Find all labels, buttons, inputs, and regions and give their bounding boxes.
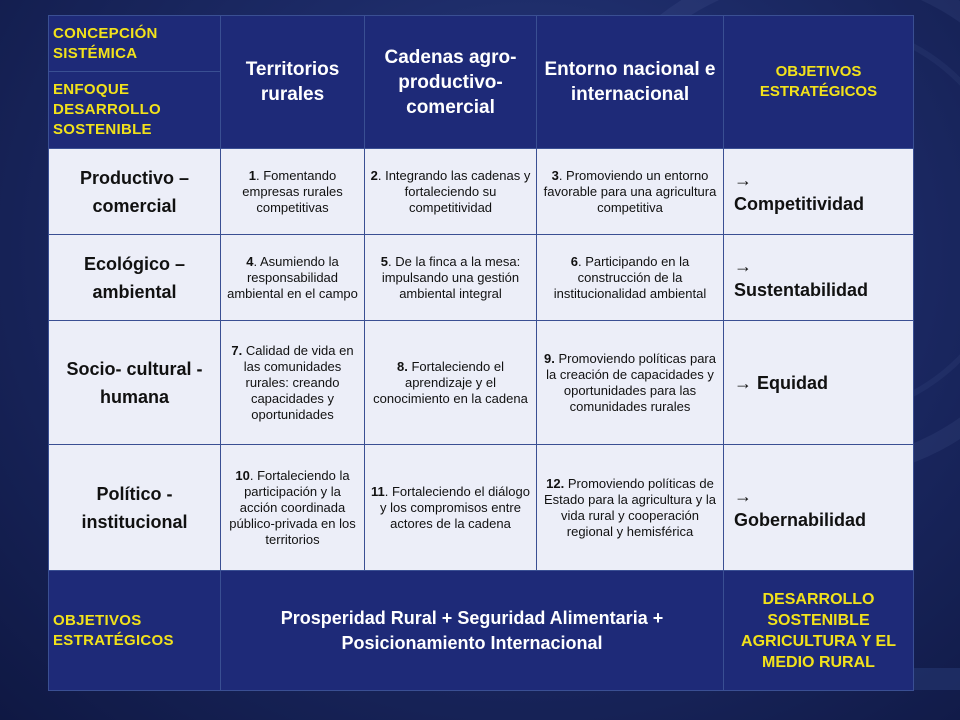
matrix-cell: 2. Integrando las cadenas y fortaleciendo su competitividad (365, 149, 537, 235)
footer-objetivos-estrategicos: OBJETIVOS ESTRATÉGICOS (49, 571, 221, 691)
row-productivo (49, 149, 914, 235)
matrix-cell: 12. Promoviendo políticas de Estado para la agricultura y la vida rural y cooperación regional y hemisférica (537, 445, 724, 571)
arrow-right-icon: → (734, 169, 752, 190)
arrow-right-icon: → (734, 485, 752, 506)
matrix-cell: 9. Promoviendo políticas para la creación de capacidades y oportunidades para las comunidades rurales (537, 321, 724, 445)
matrix-cell: 3. Promoviendo un entorno favorable para una agricultura competitiva (537, 149, 724, 235)
header-territorios-rurales: Territorios rurales (221, 16, 365, 149)
matrix-cell: 10. Fortaleciendo la participación y la acción coordinada público-privada en los territorios (221, 445, 365, 571)
matrix-cell: 5. De la finca a la mesa: impulsando una gestión ambiental integral (365, 235, 537, 321)
header-entorno: Entorno nacional e internacional (537, 16, 724, 149)
row-label: Político - institucional (49, 445, 221, 571)
row-politico (49, 445, 914, 571)
footer-desarrollo-sostenible: DESARROLLO SOSTENIBLE AGRICULTURA Y EL MEDIO RURAL (724, 571, 914, 691)
row-label: Ecológico – ambiental (49, 235, 221, 321)
arrow-right-icon: → (734, 372, 752, 393)
header-enfoque-desarrollo-sostenible: ENFOQUE DESARROLLO SOSTENIBLE (49, 72, 221, 149)
arrow-right-icon: → (734, 255, 752, 276)
header-cadenas: Cadenas agro-productivo-comercial (365, 16, 537, 149)
row-label: Productivo – comercial (49, 149, 221, 235)
objective-cell: → Sustentabilidad (724, 235, 914, 321)
matrix-cell: 7. Calidad de vida en las comunidades rurales: creando capacidades y oportunidades (221, 321, 365, 445)
objective-cell: → Gobernabilidad (724, 445, 914, 571)
header-objetivos-estrategicos: OBJETIVOS ESTRATÉGICOS (724, 16, 914, 149)
strategic-matrix-table (48, 15, 914, 691)
objective-cell: → Equidad (724, 321, 914, 445)
row-socio-cultural (49, 321, 914, 445)
matrix-cell: 11. Fortaleciendo el diálogo y los compromisos entre actores de la cadena (365, 445, 537, 571)
matrix-cell: 8. Fortaleciendo el aprendizaje y el conocimiento en la cadena (365, 321, 537, 445)
footer-formula: Prosperidad Rural + Seguridad Alimentaria + Posicionamiento Internacional (221, 571, 724, 691)
matrix-cell: 4. Asumiendo la responsabilidad ambiental en el campo (221, 235, 365, 321)
matrix-cell: 1. Fomentando empresas rurales competitivas (221, 149, 365, 235)
objective-cell: → Competitividad (724, 149, 914, 235)
header-concepcion-sistemica: CONCEPCIÓN SISTÉMICA (49, 16, 221, 72)
row-label: Socio- cultural - humana (49, 321, 221, 445)
row-ecologico (49, 235, 914, 321)
row-footer (49, 571, 914, 691)
matrix-cell: 6. Participando en la construcción de la institucionalidad ambiental (537, 235, 724, 321)
